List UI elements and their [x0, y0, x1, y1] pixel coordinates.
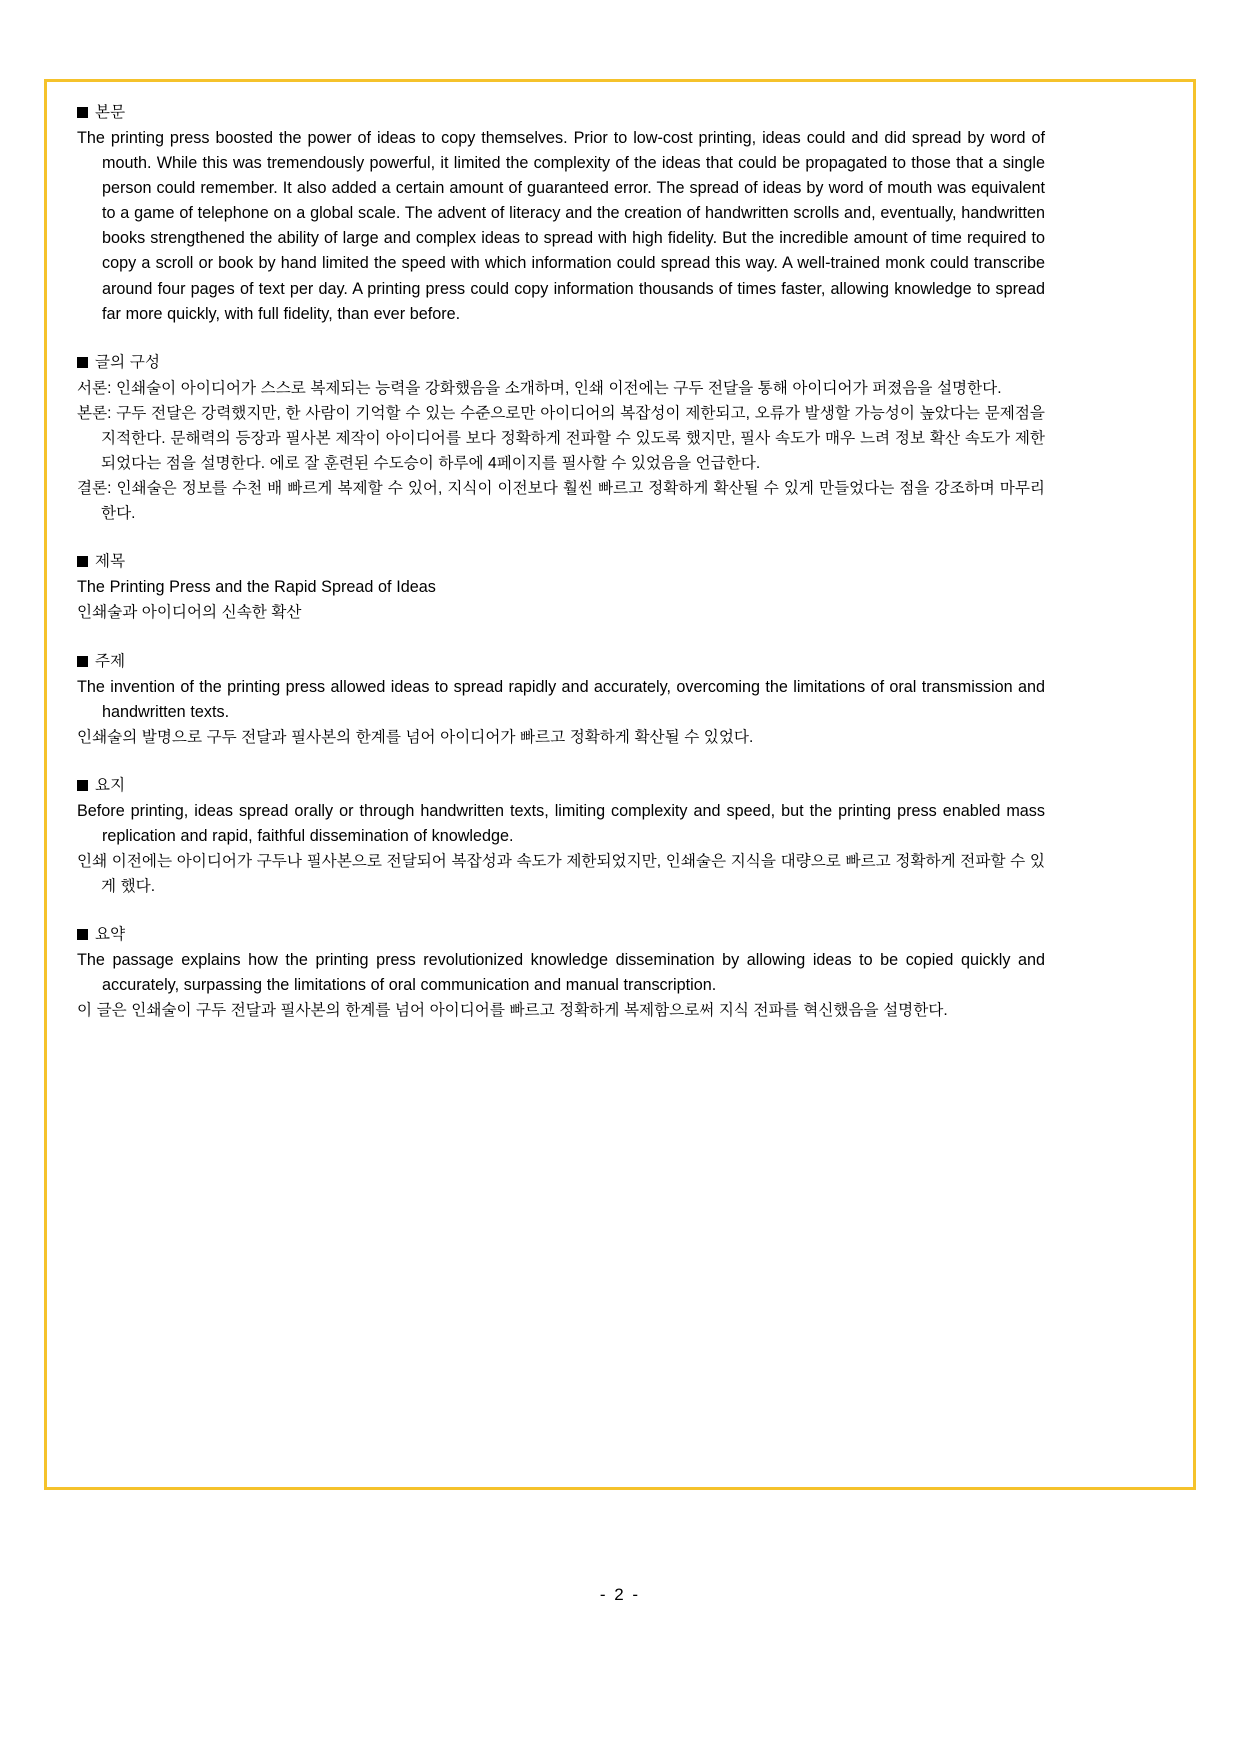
square-bullet-icon	[77, 656, 88, 667]
section-heading-label: 제목	[95, 553, 126, 571]
section-gap	[77, 327, 1045, 350]
section-structure	[77, 350, 1045, 527]
main-text-paragraph-en: The printing press boosted the power of ideas to copy themselves. Prior to low-cost printing, ideas could and did spread by word of mouth. While this was tremendously powerful, it limited the complexity of the ideas that could be propagated to those that a single person could remember. It also added a certain amount of guaranteed error. The spread of ideas by word of mouth was equivalent to a game of telephone on a global scale. The advent of literacy and the creation of handwritten scrolls and, eventually, handwritten books strengthened the ability of large and complex ideas to spread with high fidelity. But the incredible amount of time required to copy a scroll or book by hand limited the speed with which information could spread this way. A well-trained monk could transcribe around four pages of text per day. A printing press could copy information thousands of times faster, allowing knowledge to spread far more quickly, with full fidelity, than ever before.	[77, 129, 1045, 323]
structure-body-paragraph: 본론: 구두 전달은 강력했지만, 한 사람이 기억할 수 있는 수준으로만 아이디어의 복잡성이 제한되고, 오류가 발생할 가능성이 높았다는 문제점을 지적한다. 문해력의 등장과 필사본 제작이 아이디어를 보다 정확하게 전파할 수 있도록 했지만, 필사 속도가 매우 느려 정보 확산 속도가 제한되었다는 점을 설명한다. 에로 잘 훈련된 수도승이 하루에 4페이지를 필사할 수 있었음을 언급한다.	[77, 404, 1045, 473]
page-footer	[0, 1585, 1240, 1605]
section-heading-label: 글의 구성	[95, 353, 161, 371]
square-bullet-icon	[77, 780, 88, 791]
gist-text-en: Before printing, ideas spread orally or through handwritten texts, limiting complexity and speed, but the printing press enabled mass replication and rapid, faithful dissemination of knowledge.	[77, 801, 1045, 845]
summary-text-en: The passage explains how the printing press revolutionized knowledge dissemination by allowing ideas to be copied quickly and accurately, surpassing the limitations of oral communication and manual transcription.	[77, 951, 1045, 995]
section-heading-theme	[77, 649, 1045, 674]
theme-text-ko: 인쇄술의 발명으로 구두 전달과 필사본의 한계를 넘어 아이디어가 빠르고 정확하게 확산될 수 있었다.	[77, 728, 754, 746]
section-heading-summary	[77, 922, 1045, 947]
square-bullet-icon	[77, 556, 88, 567]
section-heading-main-text	[77, 100, 1045, 125]
section-heading-label: 주제	[95, 652, 126, 670]
structure-conclusion-paragraph: 결론: 인쇄술은 정보를 수천 배 빠르게 복제할 수 있어, 지식이 이전보다 훨씬 빠르고 정확하게 확산될 수 있게 만들었다는 점을 강조하며 마무리한다.	[77, 480, 1045, 523]
square-bullet-icon	[77, 107, 88, 118]
section-gap	[77, 899, 1045, 922]
title-text-ko: 인쇄술과 아이디어의 신속한 확산	[77, 604, 302, 622]
document-content	[77, 100, 1045, 1023]
summary-text-ko: 이 글은 인쇄술이 구두 전달과 필사본의 한계를 넘어 아이디어를 빠르고 정확하게 복제함으로써 지식 전파를 혁신했음을 설명한다.	[77, 1002, 948, 1020]
section-summary	[77, 922, 1045, 1023]
section-theme	[77, 649, 1045, 750]
section-main-text	[77, 100, 1045, 327]
square-bullet-icon	[77, 929, 88, 940]
theme-text-en: The invention of the printing press allowed ideas to spread rapidly and accurately, overcoming the limitations of oral transmission and handwritten texts.	[77, 677, 1045, 721]
page-number: - 2 -	[599, 1585, 641, 1604]
section-gap	[77, 526, 1045, 549]
section-title	[77, 549, 1045, 625]
structure-intro-paragraph: 서론: 인쇄술이 아이디어가 스스로 복제되는 능력을 강화했음을 소개하며, 인쇄 이전에는 구두 전달을 통해 아이디어가 퍼졌음을 설명한다.	[77, 379, 1002, 397]
section-gap	[77, 750, 1045, 773]
section-gist	[77, 773, 1045, 899]
section-heading-gist	[77, 773, 1045, 798]
section-heading-label: 본문	[95, 104, 126, 121]
section-heading-title	[77, 549, 1045, 574]
title-text-en: The Printing Press and the Rapid Spread of Ideas	[77, 578, 436, 597]
section-heading-label: 요약	[95, 926, 126, 944]
section-heading-structure	[77, 350, 1045, 375]
section-heading-label: 요지	[95, 776, 126, 794]
square-bullet-icon	[77, 357, 88, 368]
section-gap	[77, 626, 1045, 649]
gist-text-ko: 인쇄 이전에는 아이디어가 구두나 필사본으로 전달되어 복잡성과 속도가 제한되었지만, 인쇄술은 지식을 대량으로 빠르고 정확하게 전파할 수 있게 했다.	[77, 852, 1045, 896]
